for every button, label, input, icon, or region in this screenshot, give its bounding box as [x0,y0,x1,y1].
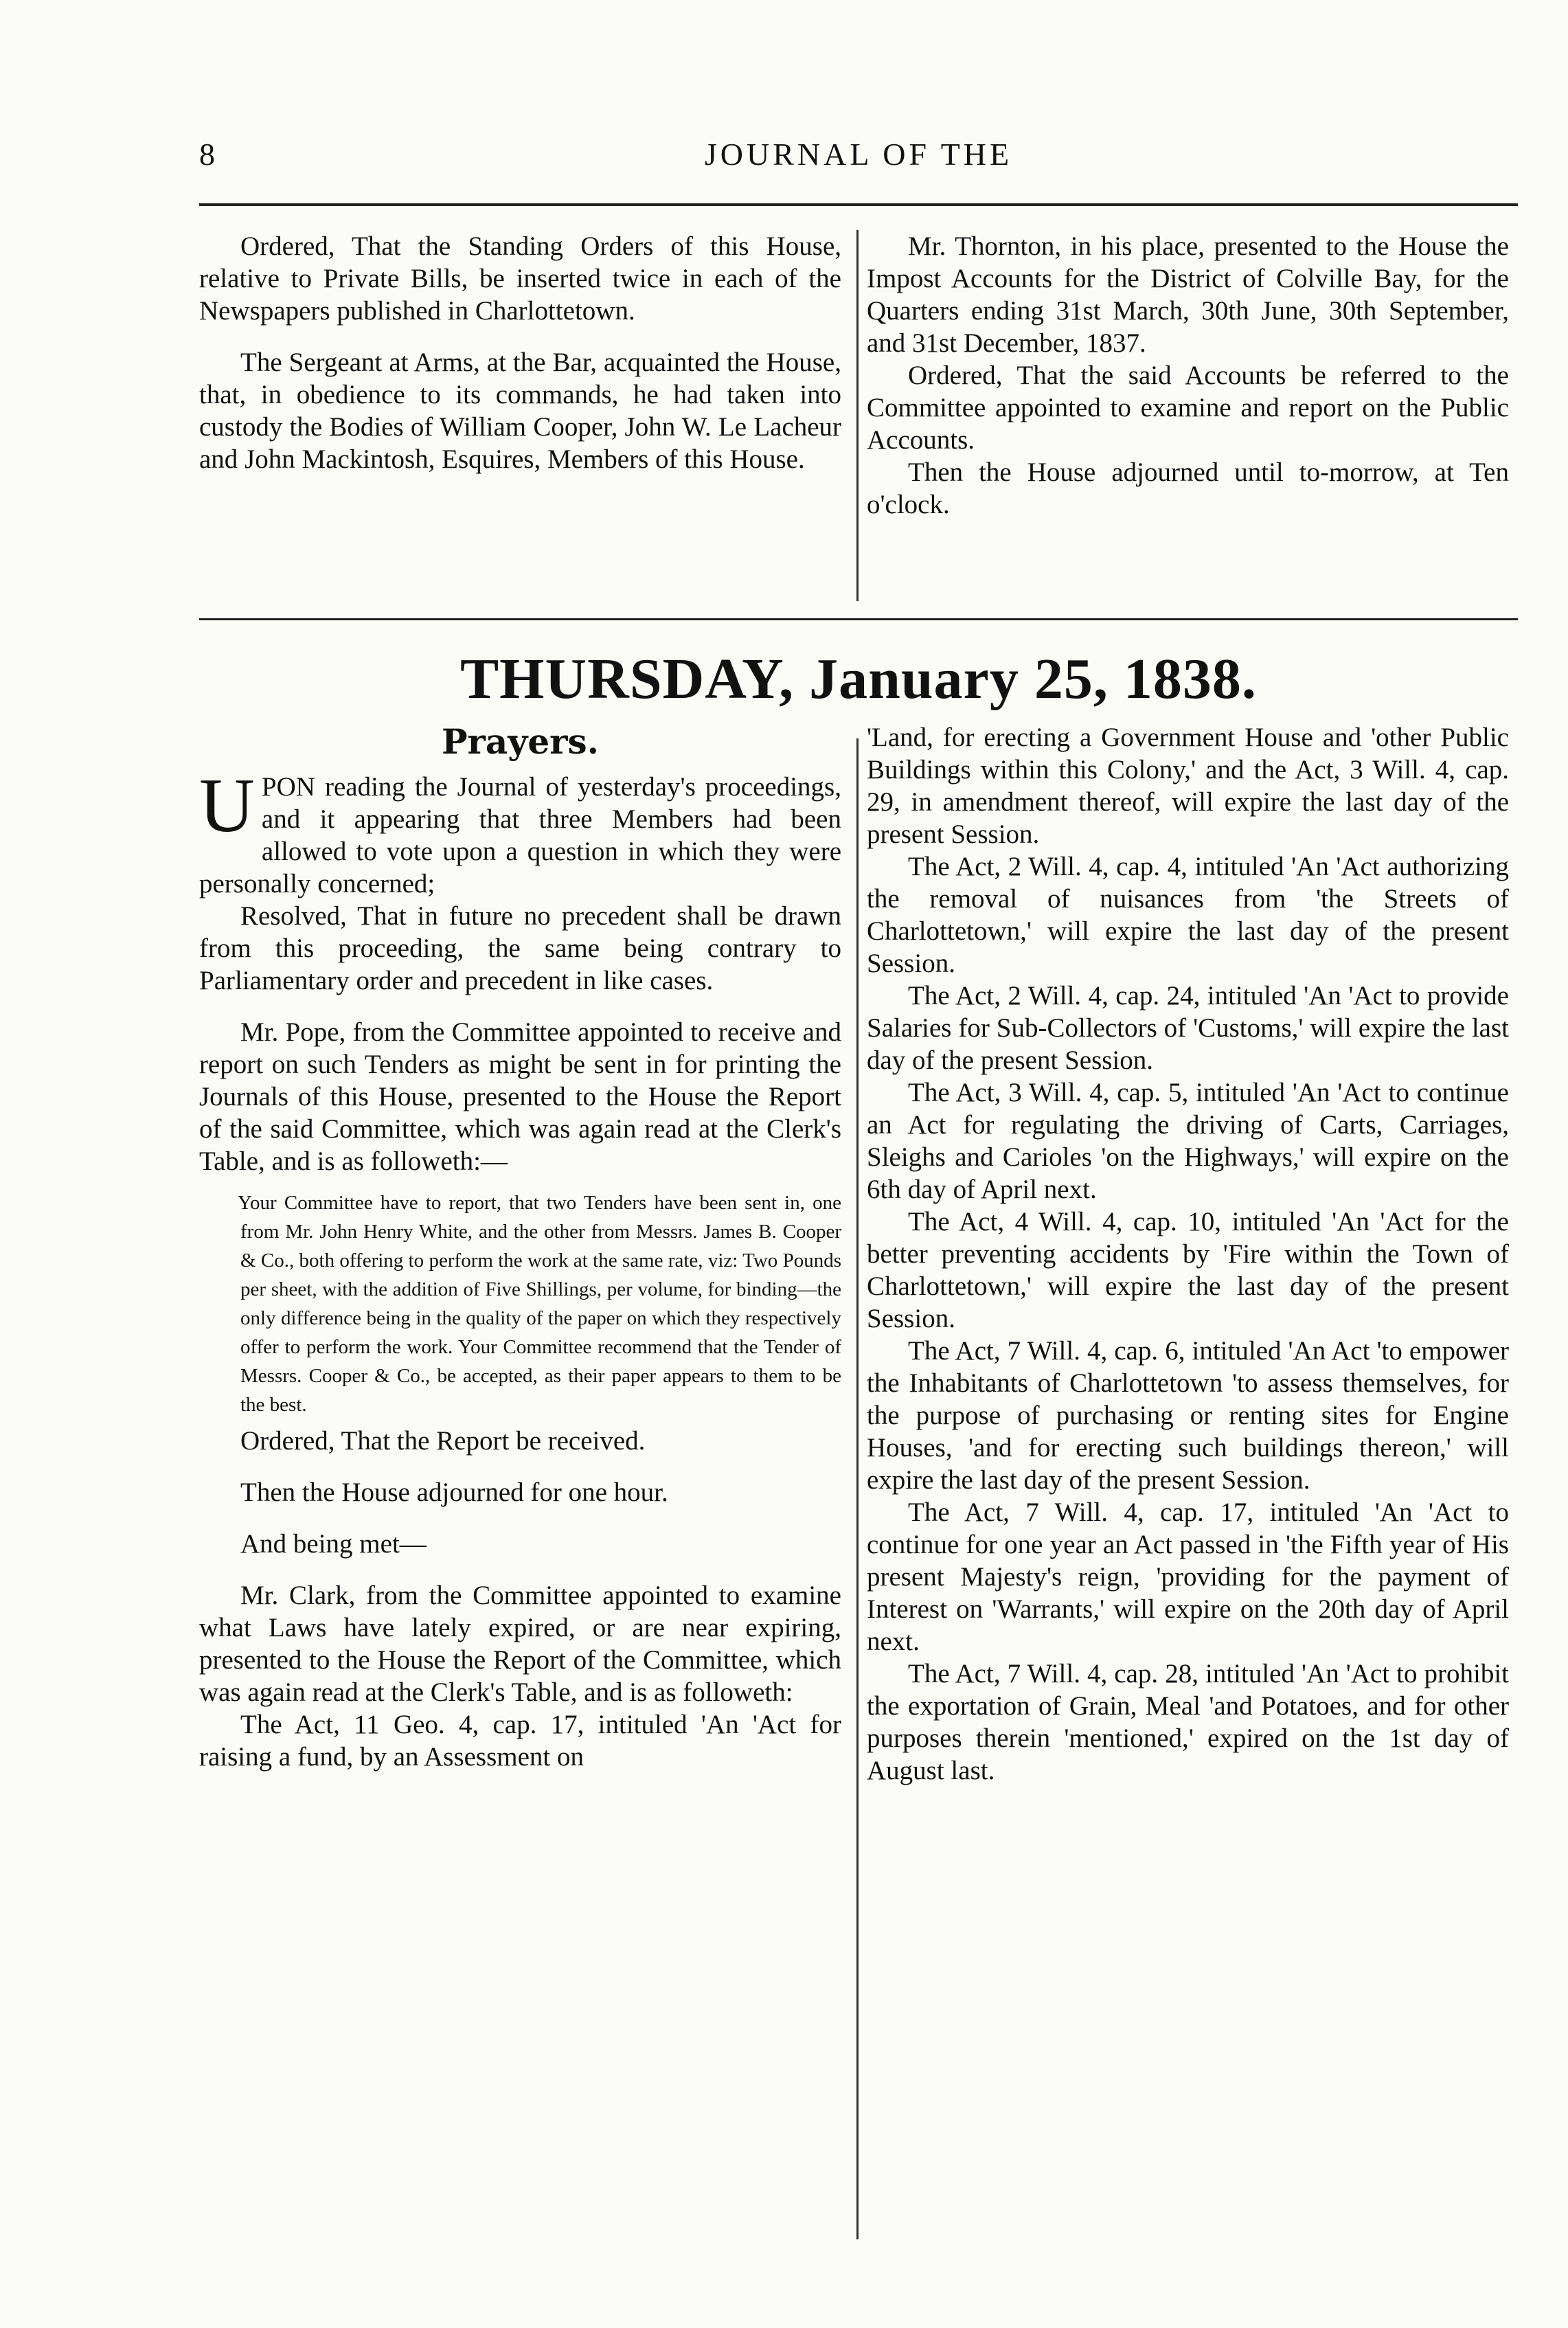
sergeant-at-arms-paragraph: The Sergeant at Arms, at the Bar, acquainted the House, that, in obedience to its commands, he had taken into custody the Bodies of William Cooper, John W. Le Lacheur and John Mackintosh, Esquires, Members of this House. [199,348,841,474]
column-divider-top [856,230,859,601]
prayers-heading: Prayers. [441,721,600,762]
day-heading: THURSDAY, January 25, 1838. [460,647,1257,711]
top-right-column [867,230,1509,521]
page-number: 8 [199,137,215,172]
act-paragraph: The Act, 3 Will. 4, cap. 5, intituled 'An 'Act to continue an Act for regulating the driving of Carts, Carriages, Sleighs and Carioles 'on the Highways,' will expire on the 6th day of April next. [867,1078,1509,1204]
adjourned-hour-paragraph: Then the House adjourned for one hour. [240,1478,668,1507]
column-divider-bottom [856,738,859,2239]
act-paragraph: The Act, 4 Will. 4, cap. 10, intituled 'An 'Act for the better preventing accidents by 'Fire within the Town of Charlottetown,' will expire the last day of the present Session. [867,1207,1509,1333]
top-left-column [199,230,841,475]
being-met-paragraph: And being met— [240,1529,427,1559]
act-paragraph: The Act, 2 Will. 4, cap. 24, intituled 'An 'Act to provide Salaries for Sub-Collectors of 'Customs,' will expire the last day of the present Session. [867,981,1509,1075]
drop-cap: U [199,763,255,848]
referral-order-paragraph: Ordered, That the said Accounts be referred to the Committee appointed to examine and report on the Public Accounts. [867,361,1509,455]
adjournment-paragraph: Then the House adjourned until to-morrow, at Ten o'clock. [867,457,1509,519]
expiring-laws-paragraph: Mr. Clark, from the Committee appointed to examine what Laws have lately expired, or are near expiring, presented to the House the Report of the Committee, which was again read at the Clerk's Table, and is as followeth: [199,1581,841,1707]
opening-text: PON reading the Journal of yesterday's proceedings, and it appearing that three Members had been allowed to vote upon a question in which they were personally concerned; [199,772,841,899]
geo-act-paragraph: The Act, 11 Geo. 4, cap. 17, intituled 'An 'Act for raising a fund, by an Assessment on [199,1710,841,1772]
tenders-committee-paragraph: Mr. Pope, from the Committee appointed to receive and report on such Tenders as might be sent in for printing the Journals of this House, presented to the House the Report of the said Committee, which was again read at the Clerk's Table, and is as followeth:— [199,1017,841,1176]
act-paragraph: The Act, 7 Will. 4, cap. 17, intituled 'An 'Act to continue for one year an Act passed in 'the Fifth year of His present Majesty's reign, 'providing for the payment of Interest on 'Warrants,' will expire on the 20th day of April next. [867,1498,1509,1656]
bottom-right-column [867,721,1509,1787]
impost-accounts-paragraph: Mr. Thornton, in his place, presented to the House the Impost Accounts for the District of Colville Bay, for the Quarters ending 31st March, 30th June, 30th September, and 31st December, 1837. [867,231,1509,358]
header-rule [199,203,1518,206]
report-received-paragraph: Ordered, That the Report be received. [240,1426,646,1456]
opening-paragraph [199,763,841,900]
act-paragraph: The Act, 7 Will. 4, cap. 6, intituled 'An Act 'to empower the Inhabitants of Charlottetown 'to assess themselves, for the purpose of purchasing or renting sites for Engine Houses, 'and for erecting such buildings thereon,' will expire the last day of the present Session. [867,1336,1509,1495]
page-header [199,136,1518,184]
resolution-paragraph: Resolved, That in future no precedent shall be drawn from this proceeding, the same being contrary to Parliamentary order and precedent in like cases. [199,901,841,995]
act-paragraph: The Act, 7 Will. 4, cap. 28, intituled 'An 'Act to prohibit the exportation of Grain, Meal 'and Potatoes, and for other purposes therein 'mentioned,' expired on the 1st day of August last. [867,1659,1509,1785]
bottom-left-column [199,721,841,1773]
standing-orders-paragraph: Ordered, That the Standing Orders of this House, relative to Private Bills, be inserted twice in each of the Newspapers published in Charlottetown. [199,231,841,326]
committee-report: Your Committee have to report, that two Tenders have been sent in, one from Mr. John Henry White, and the other from Messrs. James B. Cooper & Co., both offering to perform the work at the same rate, viz: Two Pounds per sheet, with the addition of Five Shillings, per volume, for binding—the only difference being in the quality of the paper on which they respectively offer to perform the work. Your Committee recommend that the Tender of Messrs. Cooper & Co., be accepted, as their paper appears to them to be the best. [238,1192,841,1416]
section-rule [199,618,1518,620]
running-title: JOURNAL OF THE [704,137,1013,172]
act-paragraph: The Act, 2 Will. 4, cap. 4, intituled 'An 'Act authorizing the removal of nuisances from 'the Streets of Charlottetown,' will expire the last day of the present Session. [867,852,1509,978]
act-paragraph-continued: 'Land, for erecting a Government House and 'other Public Buildings within this Colony,' and the Act, 3 Will. 4, cap. 29, in amendment thereof, will expire the last day of the present Session. [867,723,1509,849]
